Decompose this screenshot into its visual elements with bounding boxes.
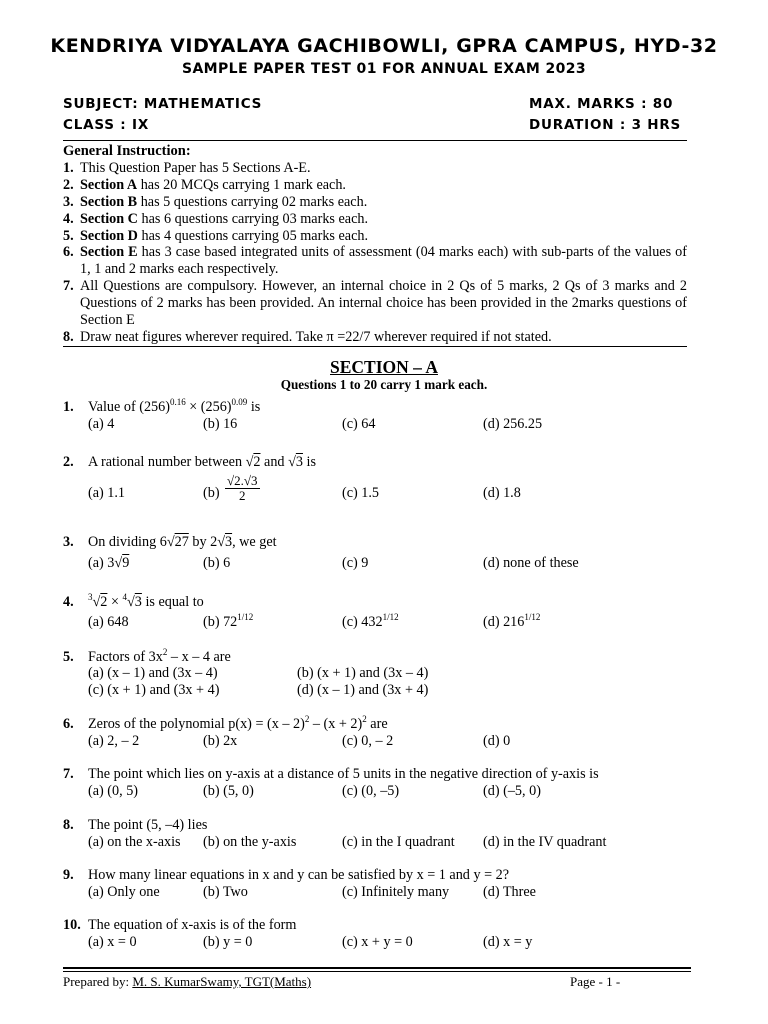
option-d: (d) 0 [483,733,511,749]
instruction-text: has 6 questions carrying 03 marks each. [137,210,369,227]
option-b: (b) Two [203,884,248,900]
option-a: (a) 648 [88,614,129,630]
instruction-number: 1. [63,159,74,176]
option-c: (c) x + y = 0 [342,934,413,950]
option-c: (c) 0, – 2 [342,733,394,749]
instruction-number: 8. [63,328,74,345]
option-a: (a) 1.1 [88,485,126,501]
instruction-text: has 3 case based integrated units of assessment (04 marks each) with sub-parts of the values of 1, 1 and 2 marks each respectively. [80,244,687,278]
footer-divider [63,967,691,969]
option-a: (a) (0, 5) [88,783,139,799]
option-a: (a) 2, – 2 [88,733,140,749]
page-number: Page - 1 - [570,974,621,989]
option-c: (c) Infinitely many [342,884,450,900]
instruction-number: 5. [63,227,74,244]
instruction-item [63,244,687,278]
max-marks-label: MAX. MARKS : 80 [529,96,674,112]
instruction-bold: Section B [80,193,138,210]
option-a: (a) 4 [88,416,115,432]
instructions-divider [63,346,687,347]
question-number: 10. [63,917,81,933]
option-c: (c) 1.5 [342,485,380,501]
question-stem: Factors of $3x^2$ – x – 4 are [88,647,231,665]
question-stem: How many linear equations in x and y can be satisfied by x = 1 and y = 2? [88,867,510,883]
option-d: (d) in the IV quadrant [483,834,607,850]
question-number: 3. [63,534,74,550]
option-d: (d) x = y [483,934,533,950]
subject-label: SUBJECT: MATHEMATICS [63,96,263,112]
option-a: (a) 3√9 [88,555,130,571]
footer-divider-thin [63,971,691,972]
question-number: 2. [63,454,74,470]
section-title: SECTION – A [330,357,438,377]
option-d: (d) (–5, 0) [483,783,541,799]
option-d: (d) (x – 1) and (3x + 4) [297,682,429,698]
question-stem: A rational number between √2 and √3 is [88,454,316,470]
instruction-item [63,329,687,346]
question-stem: The point which lies on y-axis at a distance of 5 units in the negative direction of y-axis is [88,766,599,782]
instruction-text: Draw neat figures wherever required. Take π =22/7 wherever required if not stated. [80,328,552,345]
instruction-text: has 20 MCQs carrying 1 mark each. [137,176,346,193]
option-c: (c) 9 [342,555,369,571]
header-divider [63,140,687,141]
author-name: M. S. KumarSwamy, TGT(Maths) [132,974,312,989]
question-stem: The equation of x-axis is of the form [88,917,297,933]
paper-title: SAMPLE PAPER TEST 01 FOR ANNUAL EXAM 2023 [181,61,587,77]
option-a: (a) on the x-axis [88,834,181,850]
instruction-item [63,160,687,177]
instruction-text: has 4 questions carrying 05 marks each. [137,227,369,244]
instruction-text: This Question Paper has 5 Sections A-E. [80,159,311,176]
general-instructions [63,143,687,346]
question-stem: The point (5, –4) lies [88,817,208,833]
class-label: CLASS : IX [63,117,150,133]
option-d: (d) 256.25 [483,416,543,432]
option-b: (b) $72^{1/12}$ [203,612,254,630]
instruction-bold: Section E [80,244,138,261]
instruction-item [63,177,687,194]
instruction-bold: Section C [80,210,138,227]
question-stem: $^3$√2 × $^4$√3 is equal to [88,592,204,610]
option-b: (b) (5, 0) [203,783,254,799]
prepared-label: Prepared by: [63,974,133,989]
option-b: (b) 6 [203,555,231,571]
option-c: (c) (0, –5) [342,783,400,799]
instruction-item [63,194,687,211]
option-d: (d) none of these [483,555,579,571]
question-number: 4. [63,594,74,610]
option-d: (d) Three [483,884,536,900]
option-c: (c) 64 [342,416,376,432]
option-b-label: (b) [203,485,220,501]
question-stem: Value of $(256)^{0.16} \times (256)^{0.09}$ is [88,397,261,415]
footer-credit [63,974,311,990]
option-b-fraction: $\frac{√2.√3}{2}$ [227,473,258,503]
option-c: (c) (x + 1) and (3x + 4) [88,682,220,698]
section-subtitle: Questions 1 to 20 carry 1 mark each. [280,377,488,392]
question-number: 5. [63,649,74,665]
instruction-item [63,228,687,245]
instruction-number: 6. [63,244,74,261]
option-a: (a) Only one [88,884,160,900]
option-c: (c) in the I quadrant [342,834,455,850]
question-number: 9. [63,867,74,883]
instruction-bold: Section A [80,176,138,193]
option-b: (b) y = 0 [203,934,253,950]
option-d: (d) $216^{1/12}$ [483,612,541,630]
option-d: (d) 1.8 [483,485,521,501]
instruction-text: has 5 questions carrying 02 marks each. [137,193,368,210]
instructions-title: General Instruction: [63,143,191,159]
option-a: (a) (x – 1) and (3x – 4) [88,665,218,681]
option-b: (b) (x + 1) and (3x – 4) [297,665,429,681]
option-c: (c) $432^{1/12}$ [342,612,399,630]
option-b: (b) 16 [203,416,238,432]
question-number: 6. [63,716,74,732]
instruction-number: 2. [63,176,74,193]
instruction-number: 7. [63,278,74,295]
question-number: 7. [63,766,74,782]
instruction-item [63,278,687,329]
instruction-number: 4. [63,210,74,227]
option-b: (b) on the y-axis [203,834,297,850]
question-number: 1. [63,399,74,415]
school-title: KENDRIYA VIDYALAYA GACHIBOWLI, GPRA CAMPUS, HYD-32 [50,35,718,57]
instruction-text: All Questions are compulsory. However, an internal choice in 2 Qs of 5 marks, 2 Qs of 3 marks and 2 Questions of 2 marks has been provided. An internal choice has been provided in the 2marks questions of Section E [80,278,687,329]
option-b: (b) 2x [203,733,238,749]
instruction-bold: Section D [80,227,138,244]
question-stem: On dividing 6√27 by 2√3, we get [88,534,277,550]
question-stem: Zeros of the polynomial $p(x) = (x - 2)^2 - (x + 2)^2$ are [88,714,388,732]
duration-label: DURATION : 3 HRS [529,117,682,133]
option-a: (a) x = 0 [88,934,137,950]
instruction-number: 3. [63,193,74,210]
instruction-item [63,211,687,228]
question-number: 8. [63,817,74,833]
